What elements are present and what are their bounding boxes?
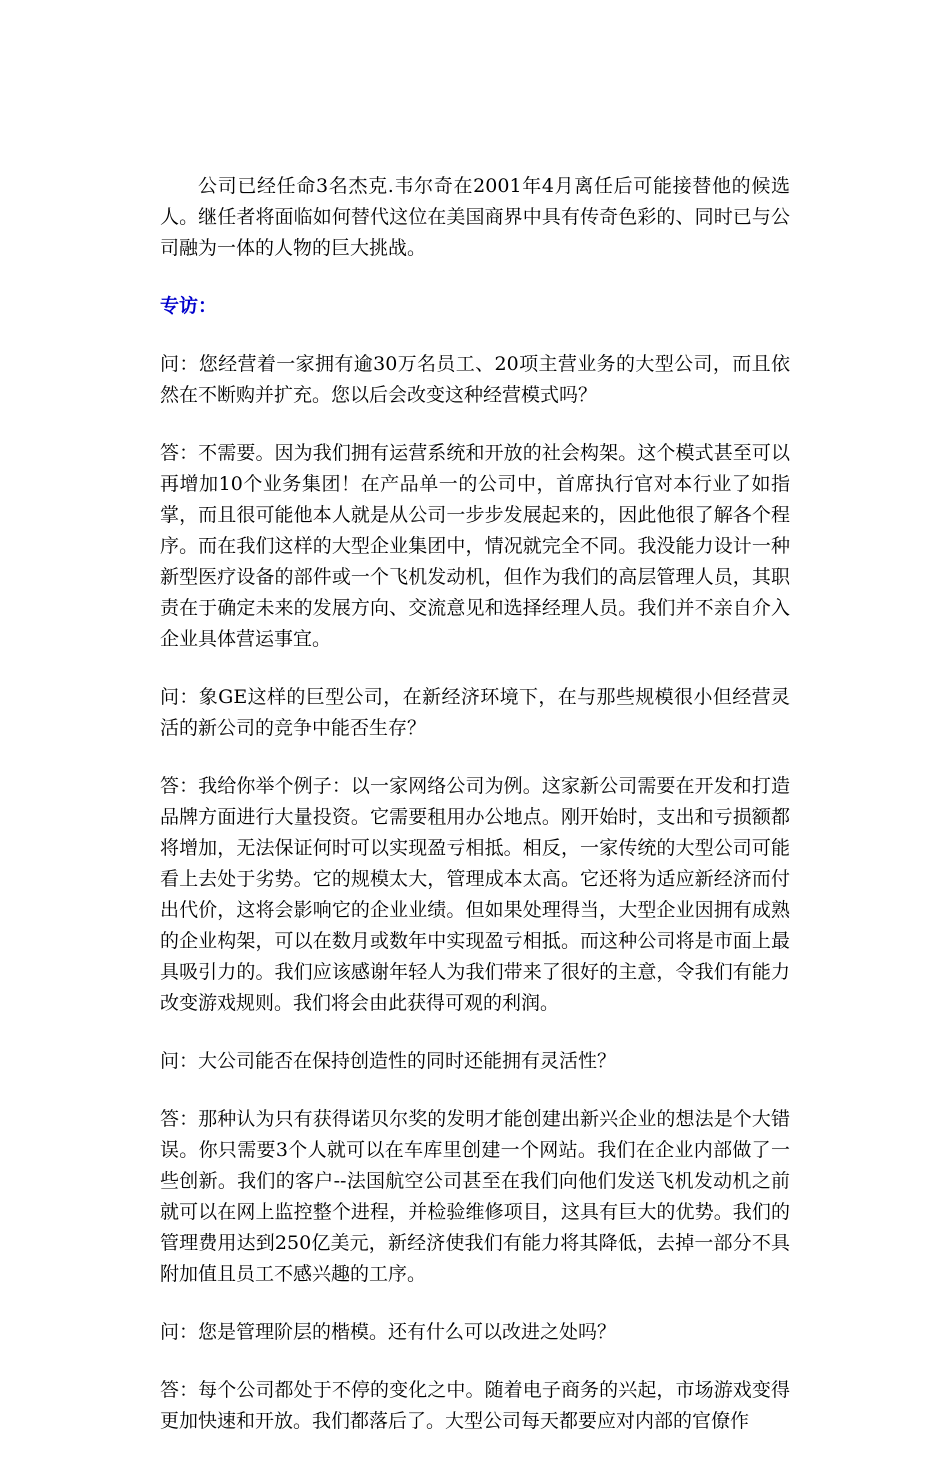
answer-paragraph: 答：每个公司都处于不停的变化之中。随着电子商务的兴起，市场游戏变得更加快速和开放。我们都落后了。大型公司每天都要应对内部的官僚作 xyxy=(160,1379,790,1432)
document-page xyxy=(160,171,790,1464)
question-paragraph: 问：大公司能否在保持创造性的同时还能拥有灵活性？ xyxy=(160,1050,617,1072)
answer-paragraph: 答：不需要。因为我们拥有运营系统和开放的社会构架。这个模式甚至可以再增加10个业务集团！在产品单一的公司中，首席执行官对本行业了如指掌，而且很可能他本人就是从公司一步步发展起来的，因此他很了解各个程序。而在我们这样的大型企业集团中，情况就完全不同。我没能力设计一种新型医疗设备的部件或一个飞机发动机，但作为我们的高层管理人员，其职责在于确定未来的发展方向、交流意见和选择经理人员。我们并不亲自介入企业具体营运事宜。 xyxy=(160,442,790,650)
section-heading: 专访： xyxy=(160,295,218,317)
answer-paragraph: 答：我给你举个例子：以一家网络公司为例。这家新公司需要在开发和打造品牌方面进行大量投资。它需要租用办公地点。刚开始时，支出和亏损额都将增加，无法保证何时可以实现盈亏相抵。相反，一家传统的大型公司可能看上去处于劣势。它的规模太大，管理成本太高。它还将为适应新经济而付出代价，这将会影响它的企业业绩。但如果处理得当，大型企业因拥有成熟的企业构架，可以在数月或数年中实现盈亏相抵。而这种公司将是市面上最具吸引力的。我们应该感谢年轻人为我们带来了很好的主意，令我们有能力改变游戏规则。我们将会由此获得可观的利润。 xyxy=(160,775,790,1014)
question-paragraph: 问：您经营着一家拥有逾30万名员工、20项主营业务的大型公司，而且依然在不断购并扩充。您以后会改变这种经营模式吗？ xyxy=(160,353,790,406)
intro-paragraph: 公司已经任命3名杰克.韦尔奇在2001年4月离任后可能接替他的候选人。继任者将面临如何替代这位在美国商界中具有传奇色彩的、同时已与公司融为一体的人物的巨大挑战。 xyxy=(160,175,790,259)
question-paragraph: 问：象GE这样的巨型公司，在新经济环境下，在与那些规模很小但经营灵活的新公司的竞争中能否生存？ xyxy=(160,686,790,739)
question-paragraph: 问：您是管理阶层的楷模。还有什么可以改进之处吗？ xyxy=(160,1321,617,1343)
answer-paragraph: 答：那种认为只有获得诺贝尔奖的发明才能创建出新兴企业的想法是个大错误。你只需要3个人就可以在车库里创建一个网站。我们在企业内部做了一些创新。我们的客户--法国航空公司甚至在我们向他们发送飞机发动机之前就可以在网上监控整个进程，并检验维修项目，这具有巨大的优势。我们的管理费用达到250亿美元，新经济使我们有能力将其降低，去掉一部分不具附加值且员工不感兴趣的工序。 xyxy=(160,1108,790,1285)
